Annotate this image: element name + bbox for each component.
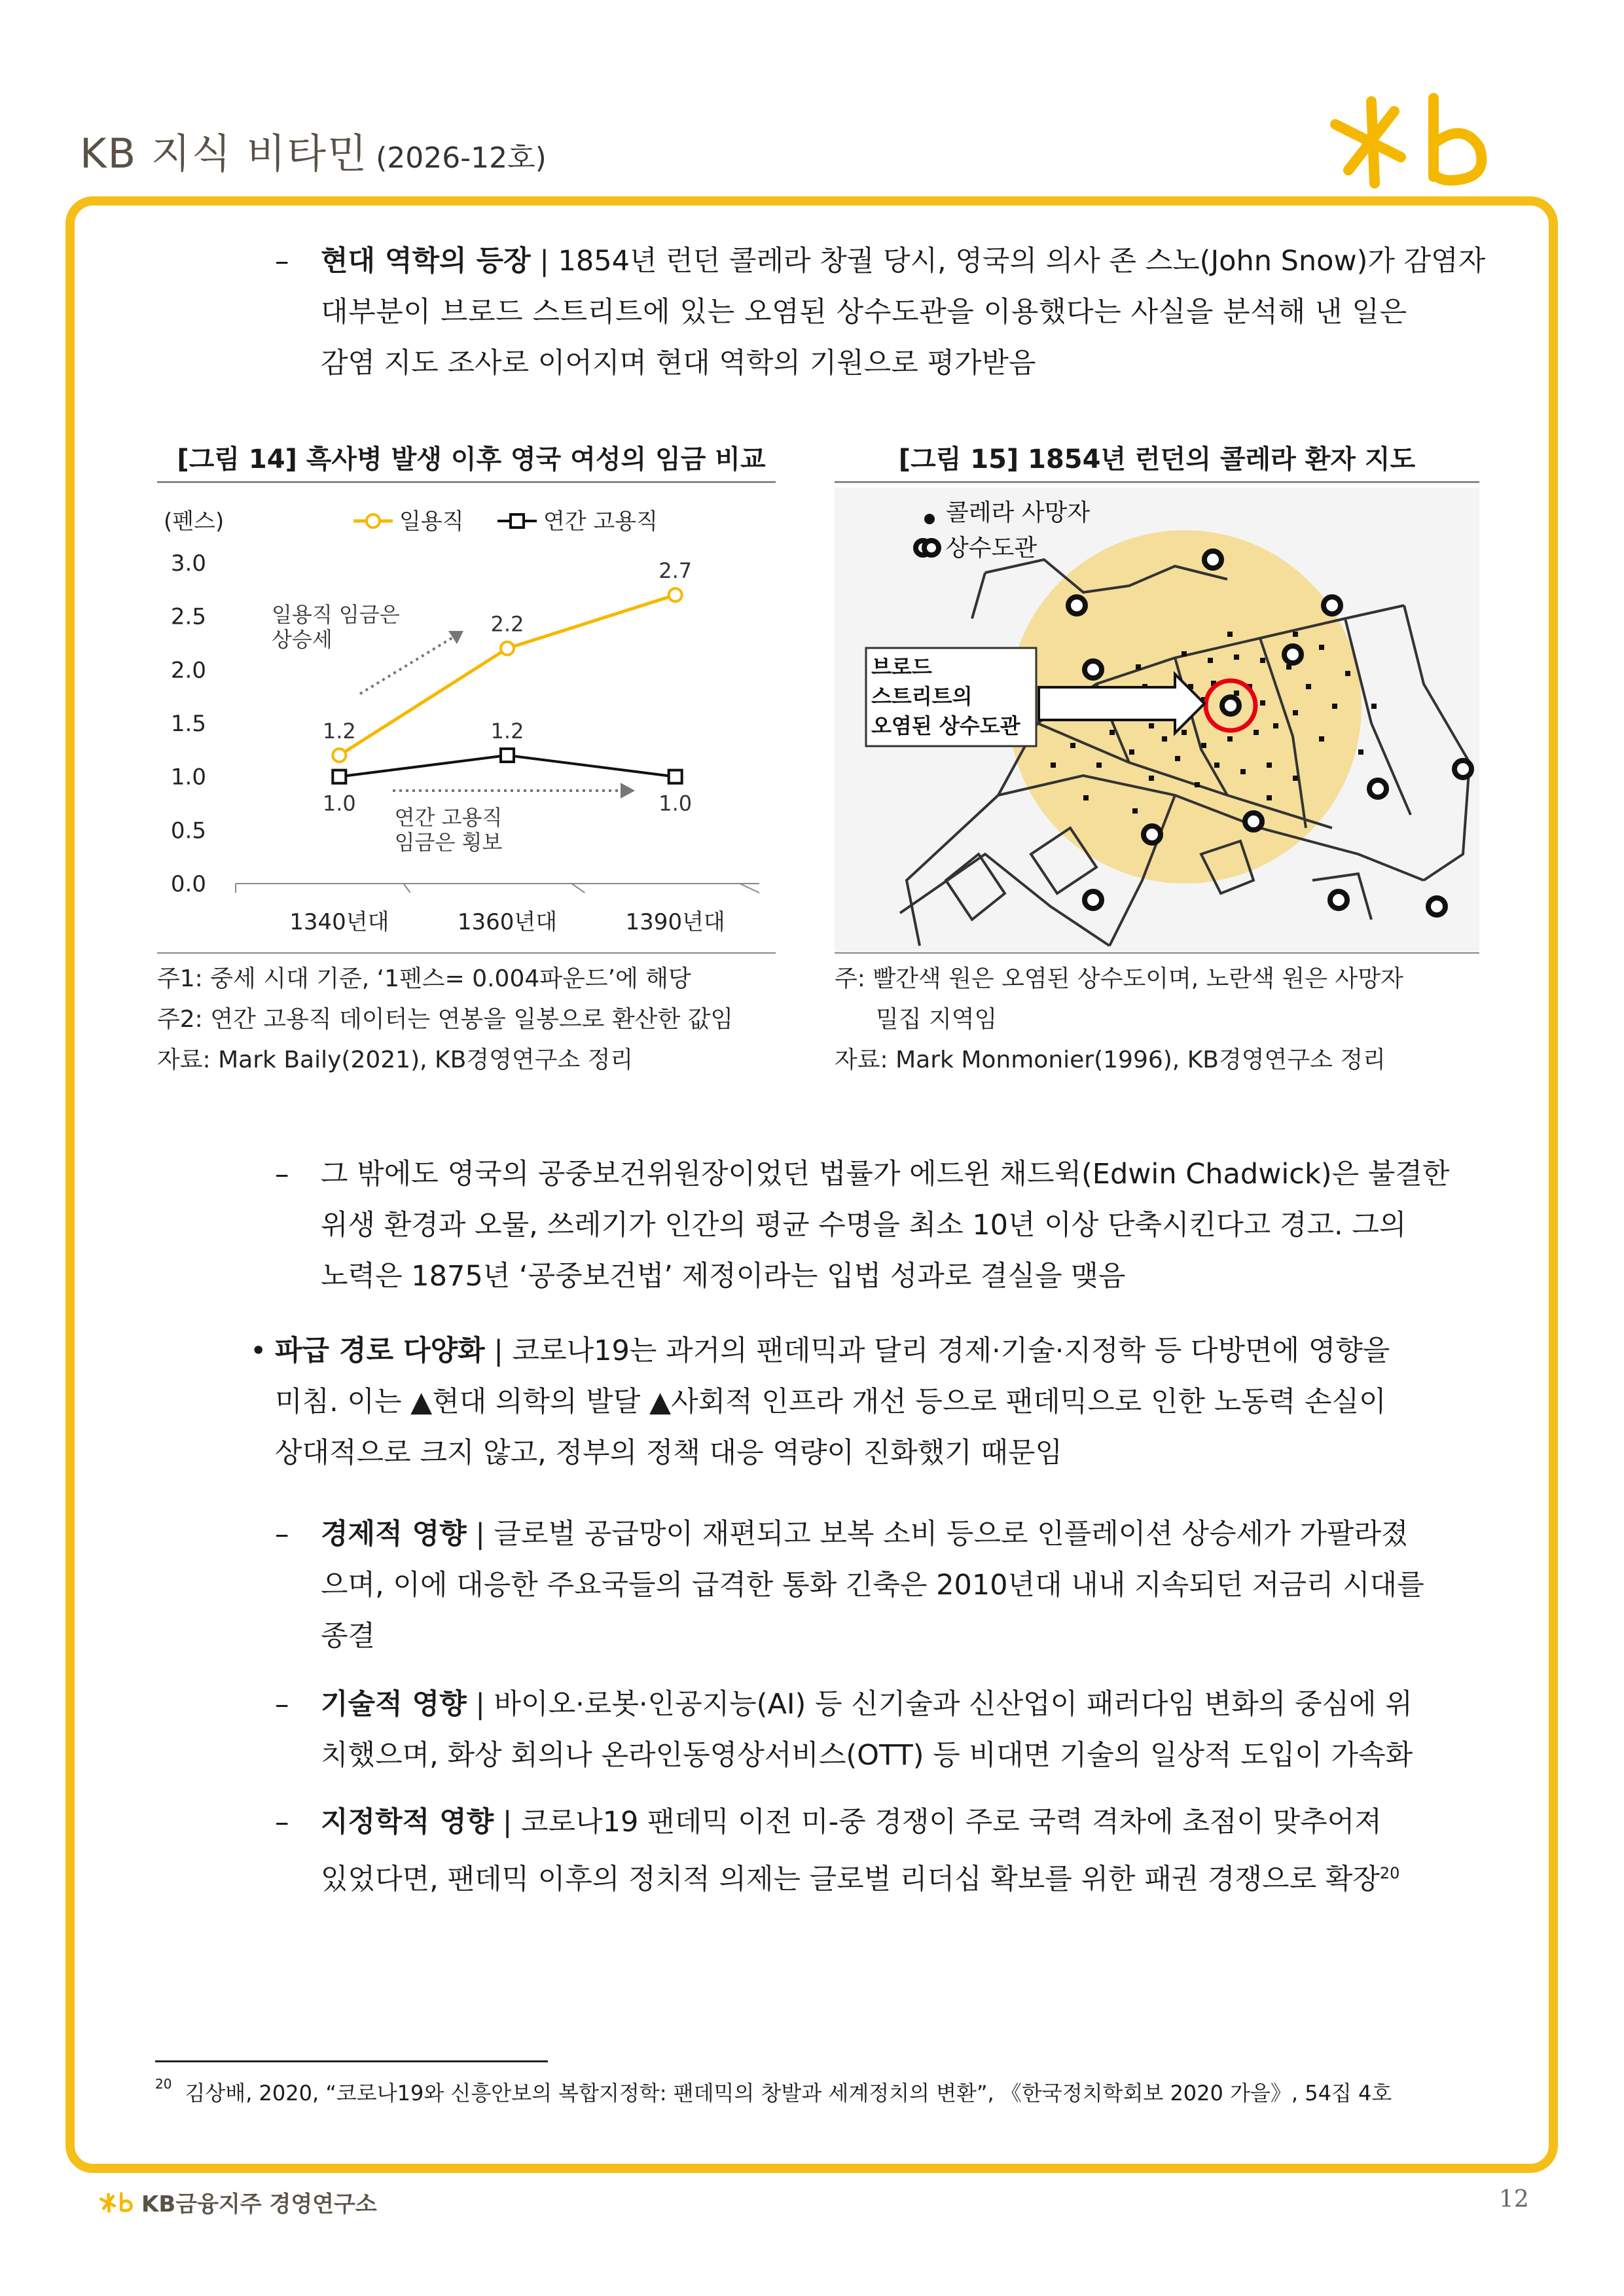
- figure-14-chart: [151, 491, 785, 949]
- legend-annual-marker: [511, 514, 524, 528]
- data-point: [501, 749, 514, 762]
- pump-icon: [1369, 780, 1386, 797]
- figure-15-bottom-rule: [835, 952, 1479, 954]
- legend-daily-label: 일용직: [399, 509, 464, 535]
- legend-daily-marker: [367, 514, 380, 528]
- pump-icon: [1454, 761, 1471, 778]
- paragraph-line: 치했으며, 화상 회의나 온라인동영상서비스(OTT) 등 비대면 기술의 일상적 도입이 가속화: [321, 1739, 1413, 1772]
- geopolitical-impact-item: [275, 1797, 1479, 1905]
- pump-icon: [1204, 551, 1221, 568]
- data-label: 1.2: [322, 719, 356, 744]
- callout-line: 스트리트의: [871, 684, 973, 709]
- y-unit-label: (펜스): [164, 509, 225, 535]
- annual-annotation: [393, 783, 635, 855]
- y-tick-label: 1.5: [170, 711, 206, 737]
- x-tick-label: 1360년대: [457, 909, 558, 935]
- callout-line: 브로드: [871, 655, 932, 679]
- pump-icon: [1068, 597, 1085, 614]
- footnote: [155, 2076, 1392, 2107]
- item-label: 현대 역학의 등장: [321, 245, 531, 278]
- paragraph-line: [275, 1325, 1481, 1376]
- data-point: [669, 770, 682, 783]
- legend-annual-label: 연간 고용직: [543, 509, 659, 535]
- kb-small-logo-icon: [98, 2191, 135, 2214]
- data-label: 2.7: [659, 558, 693, 583]
- figure-14-rule: [157, 481, 776, 483]
- dash-marker: –: [275, 1806, 289, 1839]
- line-text: | 코로나19 팬데믹 이전 미-중 경쟁이 주로 국력 격차에 초점이 맞추어져: [494, 1806, 1382, 1839]
- line-text: 있었다면, 팬데믹 이후의 정치적 의제는 글로벌 리더십 확보를 위한 패권 경쟁으로 확장: [321, 1863, 1380, 1896]
- y-tick-label: 0.0: [170, 871, 206, 897]
- paragraph-line: 으며, 이에 대응한 주요국들의 급격한 통화 긴축은 2010년대 내내 지속되던 저금리 시대를: [321, 1569, 1424, 1602]
- paragraph-line: [321, 1679, 1479, 1730]
- figure-15-notes: [835, 959, 1403, 1081]
- data-point: [669, 588, 682, 601]
- technological-impact-item: [275, 1679, 1479, 1781]
- daily-annotation: [272, 602, 463, 694]
- pump-icon: [1245, 813, 1262, 830]
- y-tick-label: 1.0: [170, 764, 206, 791]
- footnote-ref[interactable]: 20: [1379, 1864, 1400, 1882]
- item-label: 경제적 영향: [321, 1518, 467, 1551]
- item-label: 지정학적 영향: [321, 1806, 494, 1839]
- pump-icon: [1144, 826, 1161, 843]
- paragraph-line: 상대적으로 크지 않고, 정부의 정책 대응 역량이 진화했기 때문임: [275, 1437, 1063, 1469]
- daily-trend-arrow: [360, 636, 455, 694]
- y-tick-label: 0.5: [170, 817, 206, 844]
- data-point: [333, 749, 346, 762]
- data-label: 2.2: [490, 611, 524, 637]
- data-label: 1.0: [659, 791, 693, 816]
- figure-14-notes: [157, 959, 733, 1081]
- economic-impact-item: [275, 1509, 1479, 1662]
- kb-logo-icon: [1322, 85, 1499, 196]
- annotation-line: 상승세: [272, 627, 333, 652]
- pump-icon: [1284, 646, 1301, 663]
- note-line: 주: 빨간색 원은 오염된 상수도이며, 노란색 원은 사망자: [835, 965, 1403, 992]
- x-tick-mark: [740, 884, 759, 893]
- paragraph-line: 종결: [321, 1620, 376, 1653]
- data-label: 1.2: [490, 719, 524, 744]
- paragraph-line: 감염 지도 조사로 이어지며 현대 역학의 기원으로 평가받음: [321, 347, 1036, 380]
- broad-street-pump-icon: [1222, 697, 1239, 714]
- bullet-marker: •: [250, 1335, 267, 1367]
- note-line: 주1: 중세 시대 기준, ‘1펜스= 0.004파운드’에 해당: [157, 965, 691, 992]
- paragraph-line: 위생 환경과 오물, 쓰레기가 인간의 평균 수명을 최소 10년 이상 단축시킨다고 경고. 그의: [321, 1209, 1407, 1242]
- figure-14-title: [그림 14] 흑사병 발생 이후 영국 여성의 임금 비교: [177, 444, 766, 475]
- modern-epidemiology-item: [275, 236, 1486, 389]
- line-text: | 바이오·로봇·인공지능(AI) 등 신기술과 신산업이 패러다임 변화의 중심에 위: [466, 1688, 1413, 1721]
- footer-org: [98, 2186, 377, 2218]
- callout-line: 오염된 상수도관: [871, 713, 1020, 738]
- annotation-line: 일용직 임금은: [272, 602, 400, 627]
- issue-number: (2026-12호): [376, 141, 547, 175]
- death-dot-icon: [924, 514, 935, 524]
- pump-icon: [1085, 891, 1102, 908]
- footnote-text: 김상배, 2020, “코로나19와 신흥안보의 복합지정학: 팬데믹의 창발과 세계정치의 변환”, 《한국정치학회보 2020 가을》, 54집 4호: [185, 2081, 1392, 2106]
- item-label: 기술적 영향: [321, 1688, 467, 1721]
- paragraph-line: 그 밖에도 영국의 공중보건위원장이었던 법률가 에드윈 채드윅(Edwin Chadwick)은 불결한: [321, 1158, 1450, 1191]
- x-tick-mark: [571, 884, 585, 893]
- paragraph-line: 노력은 1875년 ‘공중보건법’ 제정이라는 입법 성과로 결실을 맺음: [321, 1260, 1126, 1293]
- footnote-number: 20: [155, 2076, 172, 2092]
- pump-icon: [1330, 891, 1347, 908]
- y-tick-label: 2.5: [170, 603, 206, 630]
- pump-legend-icon: [924, 541, 939, 555]
- pump-icon: [1085, 661, 1102, 678]
- paragraph-line: [321, 1509, 1479, 1560]
- chart-series: [323, 558, 692, 816]
- figure-15-rule: [835, 481, 1479, 483]
- data-label: 1.0: [322, 791, 356, 816]
- figure-15-title: [그림 15] 1854년 런던의 콜레라 환자 지도: [898, 444, 1416, 475]
- dash-marker: –: [275, 1158, 289, 1191]
- x-tick-label: 1390년대: [625, 909, 725, 935]
- note-line: 주2: 연간 고용직 데이터는 연봉을 일봉으로 환산한 값임: [157, 1006, 734, 1033]
- note-line: 밀집 지역임: [876, 1006, 998, 1033]
- x-axis-ticks: [236, 884, 759, 935]
- report-name: KB 지식 비타민: [80, 130, 369, 177]
- annotation-line: 연간 고용직: [394, 805, 503, 830]
- bullet-label: 파급 경로 다양화: [275, 1335, 485, 1367]
- report-title: [80, 121, 547, 179]
- x-tick-mark: [404, 884, 410, 893]
- footnote-rule: [155, 2060, 548, 2062]
- paragraph-line: 대부분이 브로드 스트리트에 있는 오염된 상수도관을 이용했다는 사실을 분석해 낸 일은: [321, 296, 1407, 329]
- paragraph-line: [321, 1848, 1479, 1905]
- cholera-map: [835, 488, 1479, 952]
- data-point: [333, 770, 346, 783]
- legend-pump-label: 상수도관: [946, 535, 1038, 562]
- dash-marker: –: [275, 1688, 289, 1721]
- diversified-channels-bullet: [250, 1325, 1481, 1479]
- page-number: 12: [1499, 2186, 1529, 2213]
- line-text: | 1854년 런던 콜레라 창궐 당시, 영국의 의사 존 스노(John Snow)가 감염자: [530, 245, 1486, 278]
- figure-14-bottom-rule: [157, 952, 776, 954]
- y-tick-label: 2.0: [170, 657, 206, 684]
- line-text: | 코로나19는 과거의 팬데믹과 달리 경제·기술·지정학 등 다방면에 영향을: [484, 1335, 1390, 1367]
- pump-icon: [1428, 898, 1445, 915]
- line-text: | 글로벌 공급망이 재편되고 보복 소비 등으로 인플레이션 상승세가 가팔라졌: [466, 1518, 1409, 1551]
- dash-marker: –: [275, 1518, 289, 1551]
- y-tick-label: 3.0: [170, 550, 206, 577]
- note-line: 자료: Mark Baily(2021), KB경영연구소 정리: [157, 1047, 634, 1073]
- y-axis-ticks: [171, 550, 206, 897]
- paragraph-line: [321, 1797, 1479, 1848]
- paragraph-line: [321, 236, 1486, 287]
- data-point: [501, 642, 514, 655]
- x-tick-label: 1340년대: [289, 909, 389, 935]
- pump-icon: [1324, 597, 1341, 614]
- footer-org-name: KB금융지주 경영연구소: [141, 2191, 377, 2217]
- annual-trend-arrowhead: [621, 783, 635, 798]
- paragraph-line: 미침. 이는 ▲현대 의학의 발달 ▲사회적 인프라 개선 등으로 팬데믹으로 인한 노동력 손실이: [275, 1386, 1386, 1418]
- chart-legend: [353, 509, 658, 535]
- note-line: 자료: Mark Monmonier(1996), KB경영연구소 정리: [835, 1047, 1386, 1073]
- chadwick-item: [275, 1149, 1479, 1302]
- legend-deaths-label: 콜레라 사망자: [946, 499, 1091, 526]
- annotation-line: 임금은 횡보: [394, 830, 503, 855]
- dash-marker: –: [275, 245, 289, 278]
